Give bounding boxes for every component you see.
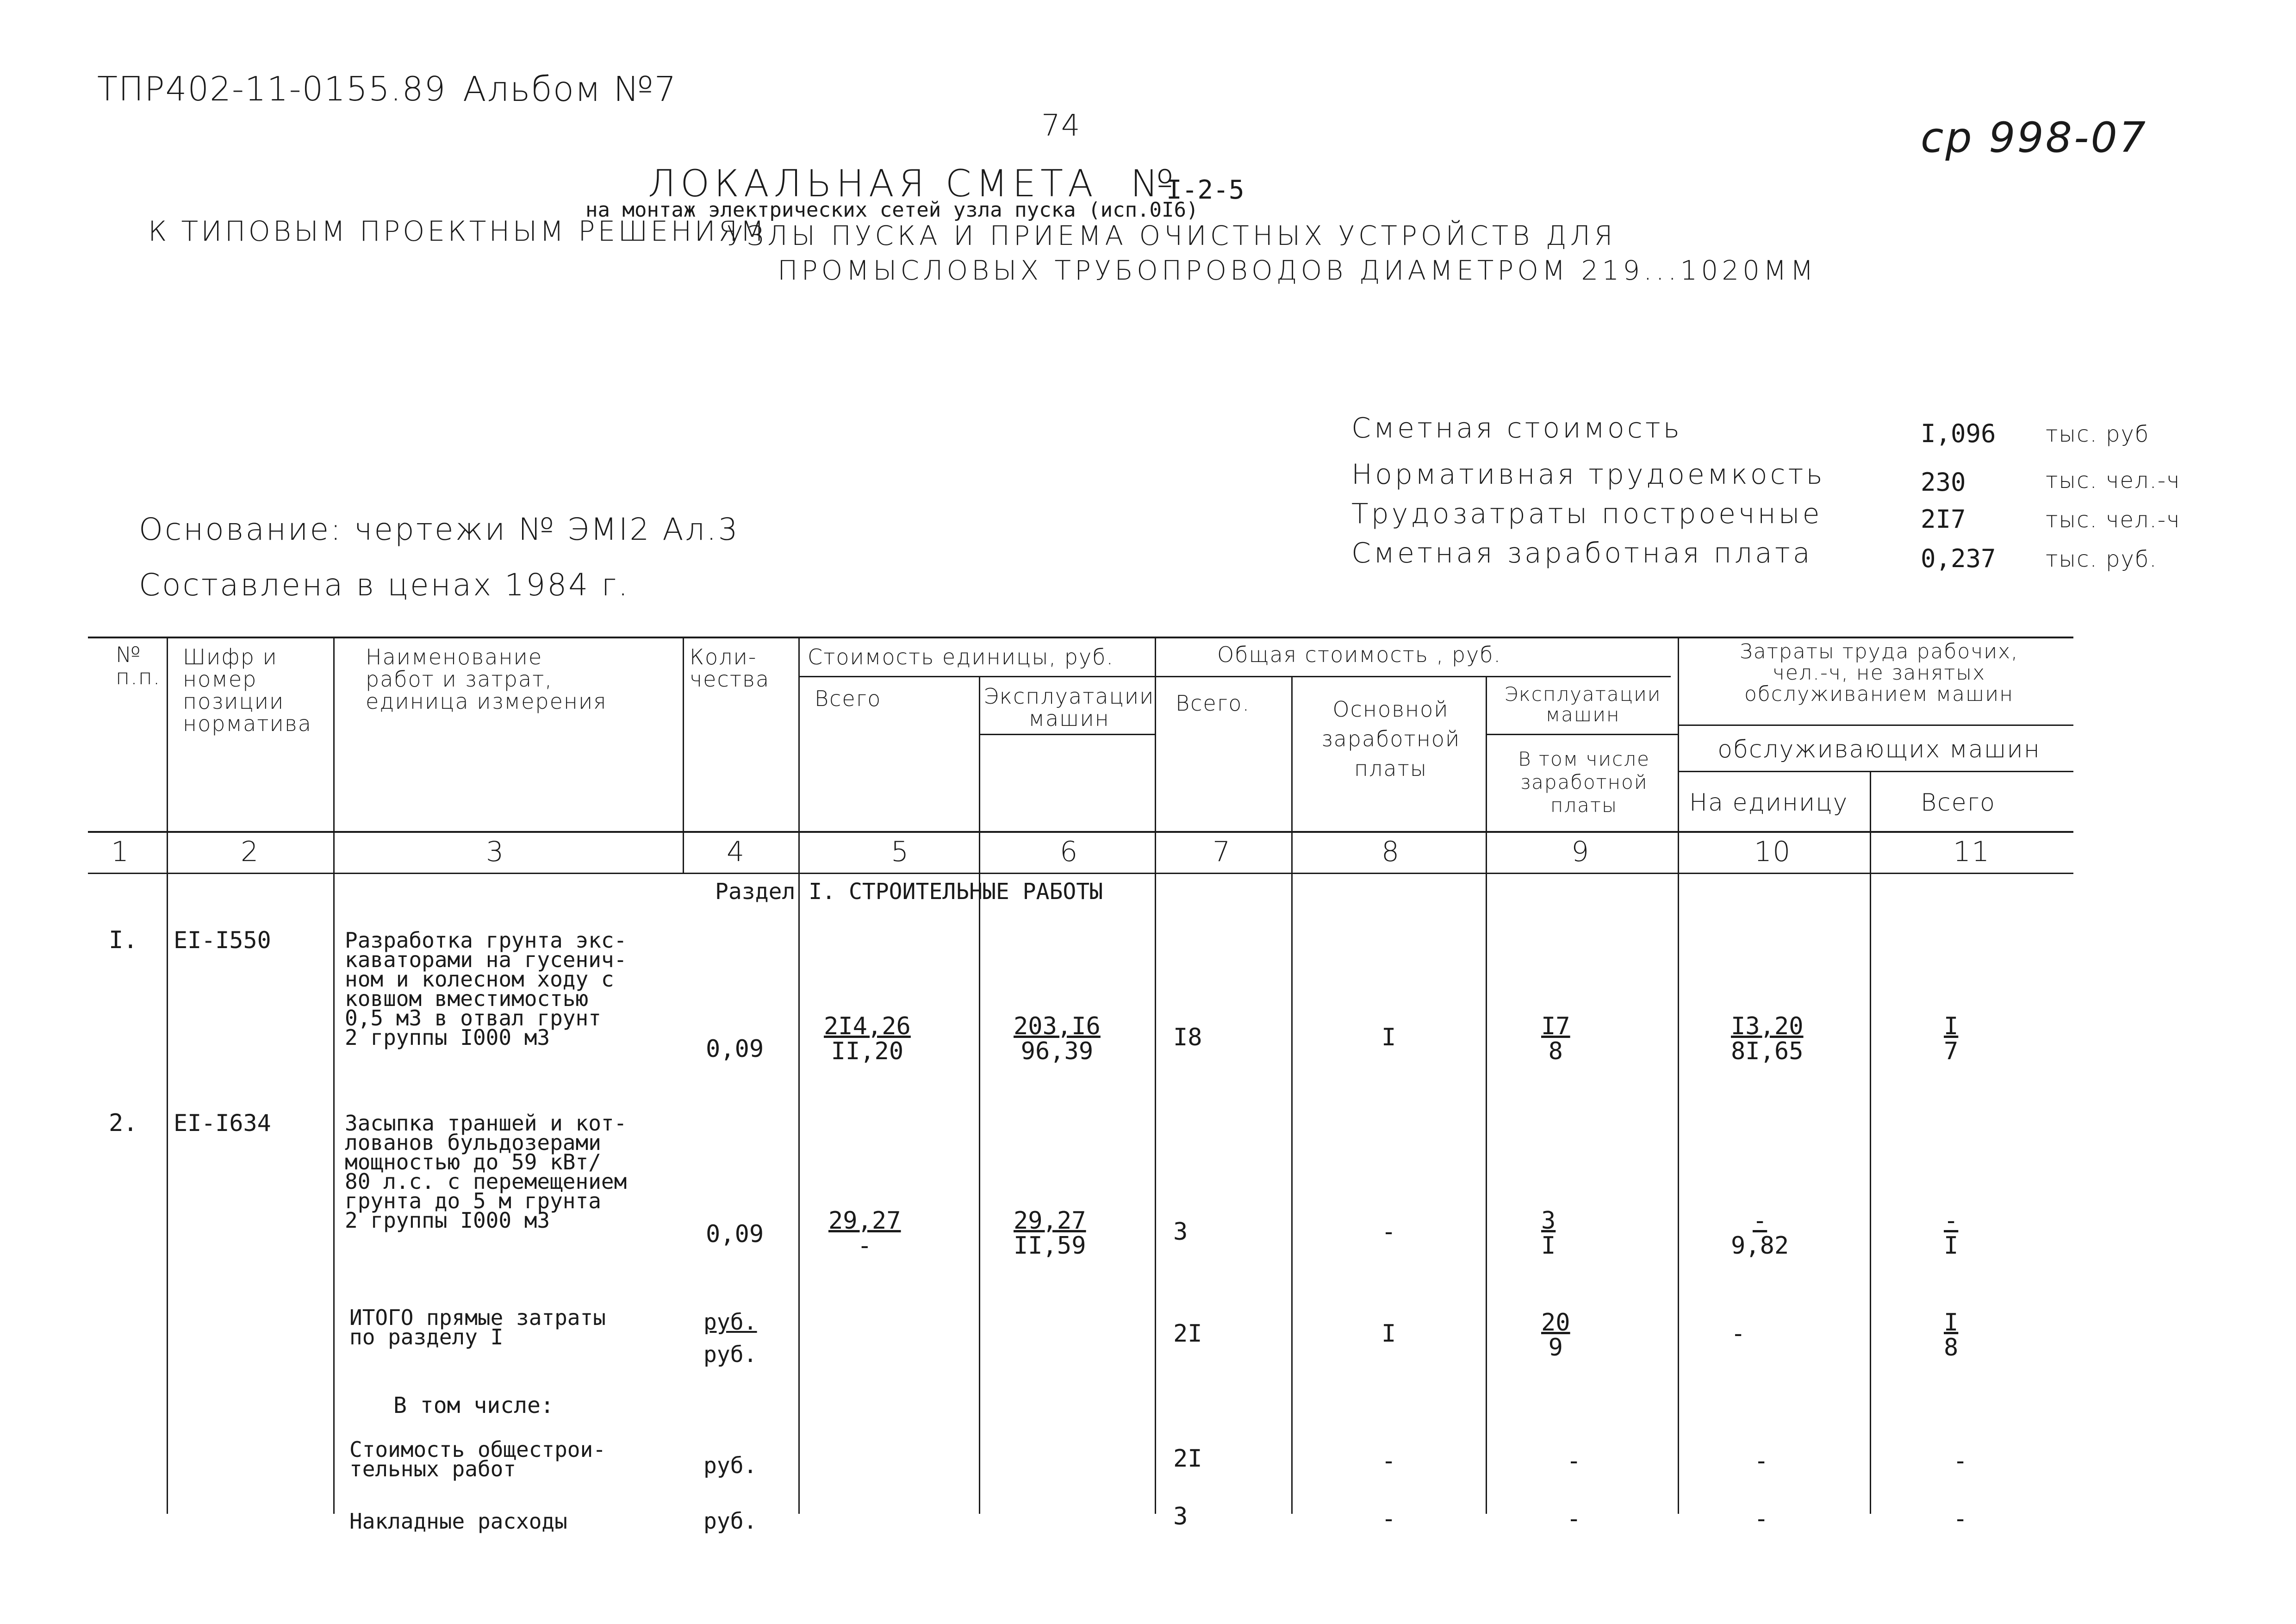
vline-7	[1291, 676, 1293, 1514]
column-number: 11	[1953, 836, 1991, 868]
header-labor	[1685, 641, 2073, 705]
value-bottom: I	[1541, 1232, 1556, 1260]
value-bottom: -	[857, 1232, 872, 1260]
header-c10: На единицу	[1689, 789, 1848, 817]
totals-name-line: по разделу I	[349, 1324, 504, 1349]
rule-colnum-b	[333, 873, 2073, 874]
row-qty: 0,09	[706, 1035, 764, 1063]
value-top: 29,27	[828, 1207, 901, 1235]
vline-4	[798, 637, 800, 1514]
row-name-line: Засыпка траншей и кот-	[345, 1111, 627, 1136]
row-name-line: 2 группы I000 м3	[345, 1208, 550, 1233]
row-code: EI-I550	[174, 927, 271, 954]
value-bottom: 8	[1944, 1334, 1959, 1362]
value-top: 203,I6	[1014, 1012, 1101, 1040]
basis-note: Основание: чертежи № ЭМI2 Ал.3	[139, 512, 740, 547]
summary-unit: тыс. руб.	[2046, 546, 2158, 572]
column-number: 8	[1381, 836, 1400, 868]
project-title-line1: УЗЛЫ ПУСКА И ПРИЕМА ОЧИСТНЫХ УСТРОЙСТВ ДЛЯ	[727, 220, 1617, 251]
vline-10	[1870, 771, 1871, 1514]
totals-unit: руб.	[703, 1342, 757, 1368]
row-code: EI-I634	[174, 1110, 271, 1137]
table-top-rule	[88, 637, 2073, 638]
row-c10	[1731, 1014, 1804, 1064]
header-labor2: обслуживающих машин	[1717, 736, 2041, 763]
general-c7: 2I	[1173, 1445, 1202, 1473]
general-c8: -	[1381, 1447, 1396, 1475]
summary-label: Сметная заработная плата	[1351, 537, 1813, 569]
header-text: Основной	[1332, 697, 1449, 722]
vline-5	[979, 676, 980, 1514]
header-text: норматива	[183, 711, 312, 736]
value-bottom: 9	[1548, 1334, 1563, 1362]
row-c6	[1014, 1014, 1101, 1064]
album-number: Альбом №7	[463, 69, 677, 109]
summary-value: 0,237	[1921, 544, 1996, 573]
row-name-line: 2 группы I000 м3	[345, 1025, 550, 1050]
row-c5	[828, 1208, 901, 1258]
value-bottom: 8	[1548, 1037, 1563, 1065]
totals-c11	[1944, 1310, 1958, 1360]
summary-value: 2I7	[1921, 505, 1966, 534]
header-text: №	[116, 642, 142, 667]
header-text: заработной	[1321, 726, 1461, 751]
row-name-line: грунта до 5 м грунта	[345, 1188, 601, 1213]
value-top: I3,20	[1731, 1012, 1804, 1040]
header-text: работ и затрат,	[366, 667, 553, 692]
header-text: Наименование	[366, 644, 543, 669]
header-text: позиции	[183, 689, 285, 714]
header-text: чел.-ч, не занятых	[1772, 661, 1986, 685]
header-num	[116, 643, 161, 688]
to-typical-solutions: К ТИПОВЫМ ПРОЕКТНЫМ РЕШЕНИЯМ	[148, 215, 767, 248]
totals-c8: I	[1381, 1320, 1396, 1348]
column-number: 9	[1571, 836, 1590, 868]
section-heading: Раздел I. СТРОИТЕЛЬНЫЕ РАБОТЫ	[715, 879, 1103, 905]
row-name	[345, 1111, 627, 1233]
row-name-line: лованов бульдозерами	[345, 1130, 601, 1155]
stamp-number: ср 998-07	[1921, 113, 2147, 162]
overhead-unit: руб.	[703, 1508, 757, 1534]
rule-c9	[1486, 734, 1678, 735]
header-text: Шифр и	[183, 644, 278, 669]
header-text: чества	[690, 667, 770, 692]
header-c9a	[1488, 684, 1678, 725]
summary-unit: тыс. чел.-ч	[2046, 507, 2181, 533]
overhead-c9: -	[1567, 1505, 1581, 1533]
header-text: Эксплуатации	[983, 684, 1155, 709]
column-number: 5	[891, 836, 910, 868]
row-name	[345, 928, 627, 1050]
project-title-line2: ПРОМЫСЛОВЫХ ТРУБОПРОВОДОВ ДИАМЕТРОМ 219...1020ММ	[778, 255, 1817, 286]
header-c6	[983, 685, 1155, 730]
totals-name	[349, 1305, 606, 1349]
column-number: 4	[727, 836, 746, 868]
header-c8	[1300, 694, 1481, 783]
row-name-line: Разработка грунта экс-	[345, 928, 627, 953]
value-top: 2I4,26	[824, 1012, 911, 1040]
estimate-number-sign: №	[1130, 162, 1178, 205]
value-top: 20	[1541, 1309, 1570, 1337]
header-name	[366, 646, 607, 712]
header-text: машин	[1028, 706, 1110, 731]
header-text: платы	[1550, 794, 1618, 817]
overhead-c8: -	[1381, 1505, 1396, 1533]
general-name-line: Стоимость общестрои-	[349, 1437, 606, 1462]
row-c6	[1014, 1208, 1086, 1258]
totals-c9	[1541, 1310, 1570, 1360]
header-text: Коли-	[690, 644, 757, 669]
vline-9	[1678, 637, 1679, 1514]
header-c9b	[1493, 748, 1675, 817]
summary-label: Сметная стоимость	[1351, 412, 1682, 444]
vline-6	[1155, 637, 1156, 1514]
totals-unit: руб.	[703, 1309, 757, 1335]
row-name-line: мощностью до 59 кВт/	[345, 1149, 601, 1174]
value-bottom: II,20	[831, 1037, 904, 1065]
overhead-name: Накладные расходы	[349, 1509, 567, 1534]
compiled-note: Составлена в ценах 1984 г.	[139, 567, 630, 603]
value-top: 3	[1541, 1207, 1556, 1235]
header-text: заработной	[1520, 771, 1648, 793]
vline-3	[683, 637, 684, 873]
summary-label: Трудозатраты построечные	[1351, 498, 1823, 530]
header-text: единица измерения	[366, 689, 607, 714]
row-c7: I8	[1173, 1024, 1202, 1051]
value-top: I	[1944, 1012, 1959, 1040]
header-text: В том числе	[1518, 748, 1650, 770]
value-bottom: 96,39	[1020, 1037, 1094, 1065]
header-text: п.п.	[116, 664, 161, 689]
row-c9	[1541, 1014, 1570, 1064]
row-c7: 3	[1173, 1218, 1188, 1246]
row-name-line: ном и колесном ходу с	[345, 967, 614, 992]
estimate-title-text: ЛОКАЛЬНАЯ СМЕТА	[648, 162, 1098, 205]
row-qty: 0,09	[706, 1220, 764, 1248]
value-bottom: I	[1944, 1232, 1959, 1260]
summary-unit: тыс. чел.-ч	[2046, 468, 2181, 493]
vline-8	[1486, 676, 1487, 1514]
rule-colnum-a	[88, 873, 333, 874]
row-c11	[1944, 1014, 1958, 1064]
row-c11	[1944, 1208, 1958, 1258]
value-bottom: II,59	[1014, 1232, 1086, 1260]
header-c5: Всего	[815, 686, 882, 711]
value-top: I7	[1541, 1012, 1570, 1040]
row-c8: -	[1381, 1218, 1396, 1246]
totals-c7: 2I	[1173, 1320, 1202, 1348]
summary-value: 230	[1921, 468, 1966, 497]
value-bottom: 9,82	[1731, 1232, 1789, 1260]
estimate-number: I-2-5	[1166, 175, 1244, 205]
overhead-c10: -	[1754, 1505, 1769, 1533]
totals-c10: -	[1731, 1320, 1746, 1348]
value-top: I	[1944, 1309, 1959, 1337]
header-text: платы	[1354, 756, 1428, 781]
value-bottom: 8I,65	[1731, 1037, 1804, 1065]
row-name-line: ковшом вместимостью	[345, 986, 589, 1011]
header-text: машин	[1545, 703, 1620, 726]
column-number: 2	[241, 836, 260, 868]
row-name-line: 80 л.с. с перемещением	[345, 1169, 627, 1194]
value-top: -	[1752, 1207, 1767, 1235]
column-number: 10	[1754, 836, 1792, 868]
column-number: 7	[1213, 836, 1232, 868]
rule-total-cost	[1155, 676, 1671, 677]
header-qty	[690, 646, 770, 690]
general-c9: -	[1567, 1447, 1581, 1475]
overhead-c7: 3	[1173, 1503, 1188, 1530]
general-name-line: тельных работ	[349, 1456, 516, 1481]
value-top: 29,27	[1014, 1207, 1086, 1235]
header-text: Затраты труда рабочих,	[1739, 640, 2019, 663]
general-c11: -	[1953, 1447, 1968, 1475]
header-text: номер	[183, 667, 257, 692]
header-text: Эксплуатации	[1504, 683, 1661, 706]
value-bottom: 7	[1944, 1037, 1959, 1065]
row-c8: I	[1381, 1024, 1396, 1051]
overhead-c11: -	[1953, 1505, 1968, 1533]
summary-unit: тыс. руб	[2046, 421, 2150, 447]
general-unit: руб.	[703, 1453, 757, 1479]
column-number: 6	[1060, 836, 1079, 868]
summary-value: I,096	[1921, 419, 1996, 448]
page-number: 74	[1041, 109, 1081, 143]
general-c10: -	[1754, 1447, 1769, 1475]
rule-labor2	[1678, 771, 2073, 772]
summary-label: Нормативная трудоемкость	[1351, 458, 1825, 491]
row-number: 2.	[109, 1109, 138, 1137]
header-unit-cost: Стоимость единицы, руб.	[808, 644, 1114, 669]
header-code	[183, 646, 312, 735]
rule-c6	[979, 734, 1155, 735]
rule-labor	[1678, 725, 2073, 726]
value-top: -	[1944, 1207, 1959, 1235]
estimate-subtitle: на монтаж электрических сетей узла пуска (исп.0I6)	[585, 198, 1199, 222]
row-c9	[1541, 1208, 1556, 1258]
header-text: обслуживанием машин	[1744, 682, 2014, 706]
rule-unit-cost	[798, 676, 1164, 677]
column-number: 3	[486, 836, 505, 868]
totals-name-line: ИТОГО прямые затраты	[349, 1305, 606, 1330]
row-name-line: каваторами на гусенич-	[345, 947, 627, 972]
header-c11: Всего	[1921, 789, 1996, 817]
row-c5	[824, 1014, 911, 1064]
rule-header-bottom	[88, 831, 2073, 833]
row-c10	[1731, 1208, 1789, 1258]
vline-2	[333, 637, 335, 1514]
vline-1	[167, 637, 168, 1514]
document-code: ТПР402-11-0155.89	[97, 69, 447, 108]
row-name-line: 0,5 м3 в отвал грунт	[345, 1006, 601, 1031]
including-label: В том числе:	[393, 1393, 554, 1418]
column-number: 1	[111, 836, 130, 868]
row-number: I.	[109, 926, 138, 954]
header-c7: Всего.	[1176, 691, 1251, 716]
general-name	[349, 1437, 606, 1481]
header-total-cost: Общая стоимость , руб.	[1217, 642, 1502, 667]
